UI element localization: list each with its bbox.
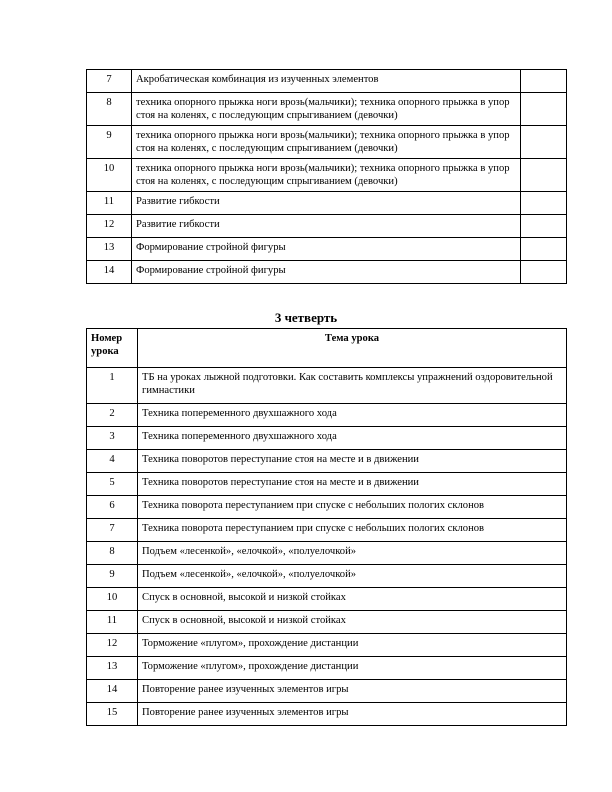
table-row (87, 93, 567, 126)
empty-cell (521, 70, 567, 93)
lesson-number: 7 (87, 519, 138, 542)
lesson-table-continued (86, 69, 567, 284)
quarter-heading: 3 четверть (274, 310, 338, 325)
lesson-number: 14 (87, 261, 132, 284)
lesson-topic: Техника поворотов переступание стоя на месте и в движении (138, 473, 567, 496)
lesson-topic: Техника попеременного двухшажного хода (138, 427, 567, 450)
lesson-topic: техника опорного прыжка ноги врозь(мальчики); техника опорного прыжка в упор стоя на коленях, с последующим спрыгиванием (девочки) (132, 159, 521, 192)
table-row (87, 565, 567, 588)
lesson-number: 7 (87, 70, 132, 93)
empty-cell (521, 238, 567, 261)
empty-cell (521, 126, 567, 159)
empty-cell (521, 93, 567, 126)
table-header-row (87, 329, 567, 368)
table-row (87, 261, 567, 284)
lesson-number: 14 (87, 680, 138, 703)
lesson-topic: Спуск в основной, высокой и низкой стойках (138, 588, 567, 611)
table-row (87, 680, 567, 703)
table-row (87, 473, 567, 496)
lesson-topic: Подъем «лесенкой», «елочкой», «полуелочкой» (138, 565, 567, 588)
table-row (87, 368, 567, 404)
table-row (87, 657, 567, 680)
empty-cell (521, 192, 567, 215)
lesson-topic: Повторение ранее изученных элементов игры (138, 703, 567, 726)
table-row (87, 703, 567, 726)
table-row (87, 192, 567, 215)
lesson-topic: Техника поворота переступанием при спуске с небольших пологих склонов (138, 496, 567, 519)
lesson-number: 13 (87, 657, 138, 680)
lesson-topic: техника опорного прыжка ноги врозь(мальчики); техника опорного прыжка в упор стоя на коленях, с последующим спрыгиванием (девочки) (132, 126, 521, 159)
lesson-topic: Повторение ранее изученных элементов игры (138, 680, 567, 703)
lesson-topic: Спуск в основной, высокой и низкой стойках (138, 611, 567, 634)
lesson-topic: Формирование стройной фигуры (132, 261, 521, 284)
table-row (87, 588, 567, 611)
table-row (87, 450, 567, 473)
header-lesson-number: Номер урока (87, 329, 138, 368)
lesson-number: 5 (87, 473, 138, 496)
table-row (87, 159, 567, 192)
lesson-number: 8 (87, 542, 138, 565)
lesson-number: 12 (87, 215, 132, 238)
lesson-topic: техника опорного прыжка ноги врозь(мальчики); техника опорного прыжка в упор стоя на коленях, с последующим спрыгиванием (девочки) (132, 93, 521, 126)
table-row (87, 542, 567, 565)
header-lesson-topic: Тема урока (138, 329, 567, 368)
lesson-number: 11 (87, 192, 132, 215)
lesson-number: 8 (87, 93, 132, 126)
empty-cell (521, 261, 567, 284)
lesson-topic: Техника попеременного двухшажного хода (138, 404, 567, 427)
table-row (87, 519, 567, 542)
lesson-number: 13 (87, 238, 132, 261)
lesson-number: 3 (87, 427, 138, 450)
lesson-topic: Торможение «плугом», прохождение дистанции (138, 634, 567, 657)
lesson-number: 12 (87, 634, 138, 657)
lesson-topic: Техника поворота переступанием при спуске с небольших пологих склонов (138, 519, 567, 542)
table-row (87, 238, 567, 261)
table-row (87, 496, 567, 519)
lesson-number: 9 (87, 565, 138, 588)
lesson-number: 10 (87, 588, 138, 611)
lesson-number: 9 (87, 126, 132, 159)
lesson-number: 4 (87, 450, 138, 473)
lesson-topic: Торможение «плугом», прохождение дистанции (138, 657, 567, 680)
lesson-topic: Подъем «лесенкой», «елочкой», «полуелочкой» (138, 542, 567, 565)
lesson-topic: Развитие гибкости (132, 192, 521, 215)
lesson-number: 2 (87, 404, 138, 427)
lesson-topic: ТБ на уроках лыжной подготовки. Как составить комплексы упражнений оздоровительной гимнастики (138, 368, 567, 404)
lesson-topic: Развитие гибкости (132, 215, 521, 238)
table-row (87, 427, 567, 450)
lesson-number: 10 (87, 159, 132, 192)
empty-cell (521, 159, 567, 192)
lesson-number: 1 (87, 368, 138, 404)
table-row (87, 126, 567, 159)
empty-cell (521, 215, 567, 238)
lesson-topic: Техника поворотов переступание стоя на месте и в движении (138, 450, 567, 473)
table-row (87, 215, 567, 238)
lesson-number: 11 (87, 611, 138, 634)
table-row (87, 70, 567, 93)
table-row (87, 611, 567, 634)
table-row (87, 634, 567, 657)
table-row (87, 404, 567, 427)
lesson-table-quarter-3 (86, 328, 567, 726)
lesson-number: 15 (87, 703, 138, 726)
lesson-topic: Акробатическая комбинация из изученных элементов (132, 70, 521, 93)
lesson-number: 6 (87, 496, 138, 519)
lesson-topic: Формирование стройной фигуры (132, 238, 521, 261)
